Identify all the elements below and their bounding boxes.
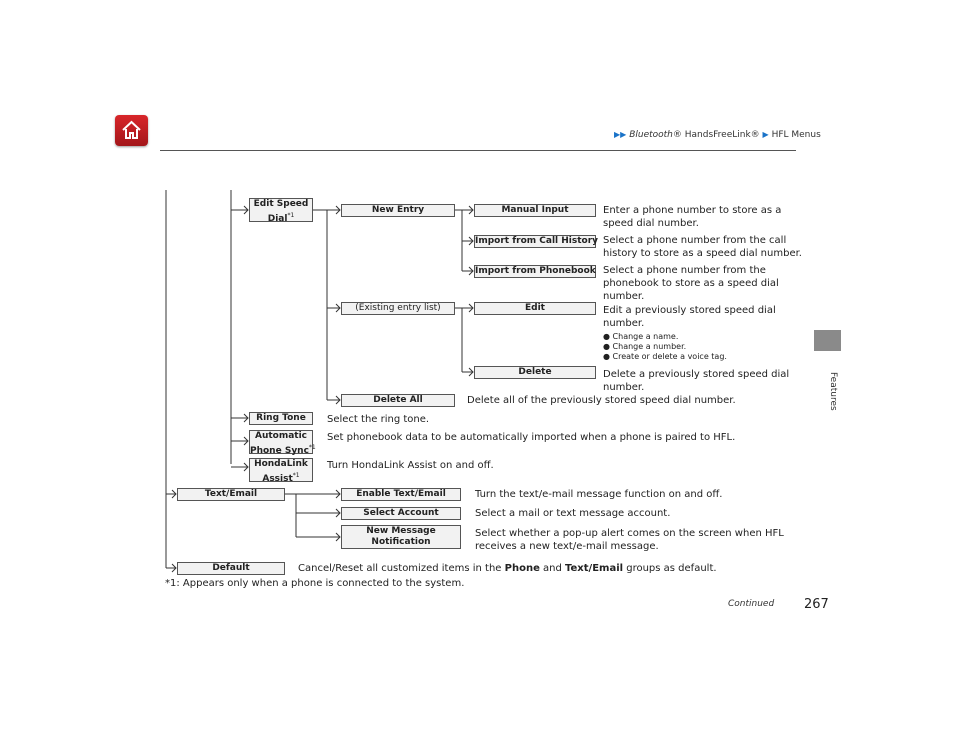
- menu-edit-speed-dial-label: Edit Speed: [253, 199, 309, 209]
- breadcrumb-bluetooth[interactable]: Bluetooth: [629, 130, 673, 140]
- menu-ring-tone[interactable]: Ring Tone: [249, 412, 313, 425]
- breadcrumb-handsfreelink[interactable]: ® HandsFreeLink®: [672, 130, 763, 140]
- desc-line: speed dial number.: [603, 218, 699, 229]
- desc-select-account: Select a mail or text message account.: [475, 508, 671, 519]
- menu-select-account[interactable]: Select Account: [341, 507, 461, 520]
- menu-default[interactable]: Default: [177, 562, 285, 575]
- menu-manual-input[interactable]: Manual Input: [474, 204, 596, 217]
- desc-hondalink: Turn HondaLink Assist on and off.: [327, 460, 494, 471]
- desc-line: number.: [603, 318, 645, 329]
- menu-enable-text-email[interactable]: Enable Text/Email: [341, 488, 461, 501]
- desc-default: [298, 562, 717, 575]
- menu-delete[interactable]: Delete: [474, 366, 596, 379]
- desc-ring-tone: Select the ring tone.: [327, 414, 430, 425]
- menu-hondalink-assist-label: HondaLink: [254, 459, 308, 469]
- page-number: 267: [804, 597, 829, 612]
- menu-automatic-phone-sync[interactable]: [249, 430, 316, 456]
- menu-existing-entry-list[interactable]: (Existing entry list): [341, 302, 455, 315]
- bullet-text: Change a number.: [612, 342, 687, 351]
- breadcrumb-hfl-menus[interactable]: HFL Menus: [771, 130, 821, 140]
- menu-new-entry[interactable]: New Entry: [341, 204, 455, 217]
- desc-line: Select whether a pop-up alert comes on the screen when HFL: [475, 528, 784, 539]
- desc-line: Edit a previously stored speed dial: [603, 305, 776, 316]
- desc-line: number.: [603, 382, 645, 393]
- menu-hondalink-assist-label-2: Assist: [262, 474, 293, 484]
- bullet-item: ● Change a name.: [603, 332, 679, 341]
- desc-line: Delete a previously stored speed dial: [603, 369, 790, 380]
- desc-edit: [603, 304, 776, 330]
- desc-text-bold: Text/Email: [565, 563, 624, 574]
- desc-line: Select a phone number from the call: [603, 235, 787, 246]
- bullet-item: ● Change a number.: [603, 342, 687, 351]
- menu-new-message-notification[interactable]: [341, 525, 461, 549]
- desc-notification: [475, 527, 784, 553]
- desc-text: Cancel/Reset all customized items in the: [298, 563, 505, 574]
- footnote: *1: Appears only when a phone is connected to the system.: [165, 578, 465, 589]
- menu-text-email[interactable]: Text/Email: [177, 488, 285, 501]
- footnote-mark: *1: [308, 444, 316, 451]
- desc-phone-sync: Set phonebook data to be automatically imported when a phone is paired to HFL.: [327, 432, 736, 443]
- bullet-text: Change a name.: [612, 332, 679, 341]
- menu-new-message-notification-label: New Message: [366, 526, 436, 536]
- desc-line: Enter a phone number to store as a: [603, 205, 782, 216]
- desc-manual-input: [603, 204, 781, 230]
- desc-text-bold: Phone: [504, 563, 540, 574]
- desc-enable-text: Turn the text/e-mail message function on and off.: [475, 489, 723, 500]
- desc-text: groups as default.: [623, 563, 717, 574]
- bullet-item: ● Create or delete a voice tag.: [603, 352, 727, 361]
- section-tab-label[interactable]: Features: [828, 372, 838, 411]
- desc-delete: [603, 368, 789, 394]
- menu-import-call-history[interactable]: Import from Call History: [475, 236, 599, 246]
- desc-line: history to store as a speed dial number.: [603, 248, 802, 259]
- desc-text: and: [539, 563, 566, 574]
- menu-hondalink-assist[interactable]: [249, 458, 313, 482]
- continued-label: Continued: [728, 599, 775, 609]
- desc-call-history: [603, 234, 802, 260]
- menu-edit-speed-dial[interactable]: [249, 198, 313, 222]
- menu-import-phonebook[interactable]: Import from Phonebook: [475, 266, 596, 276]
- footnote-mark: *1: [287, 212, 295, 219]
- desc-delete-all: Delete all of the previously stored speed dial number.: [467, 395, 736, 406]
- breadcrumb-arrow-icon: ▶▶: [614, 130, 627, 139]
- desc-line: receives a new text/e-mail message.: [475, 541, 659, 552]
- edit-bullet-list: [603, 332, 727, 362]
- menu-automatic-phone-sync-label: Automatic: [254, 431, 308, 441]
- desc-phonebook: [603, 264, 779, 303]
- menu-automatic-phone-sync-label-2: Phone Sync: [250, 446, 309, 456]
- desc-line: Select a phone number from the: [603, 265, 766, 276]
- menu-edit-speed-dial-label-2: Dial: [267, 214, 288, 224]
- footnote-mark: *1: [292, 472, 300, 479]
- menu-new-message-notification-label-2: Notification: [371, 537, 431, 547]
- desc-line: phonebook to store as a speed dial: [603, 278, 779, 289]
- breadcrumb-arrow-icon: ▶: [762, 130, 769, 139]
- menu-delete-all[interactable]: Delete All: [341, 394, 455, 407]
- menu-edit[interactable]: Edit: [474, 302, 596, 315]
- desc-line: number.: [603, 291, 645, 302]
- bullet-text: Create or delete a voice tag.: [612, 352, 727, 361]
